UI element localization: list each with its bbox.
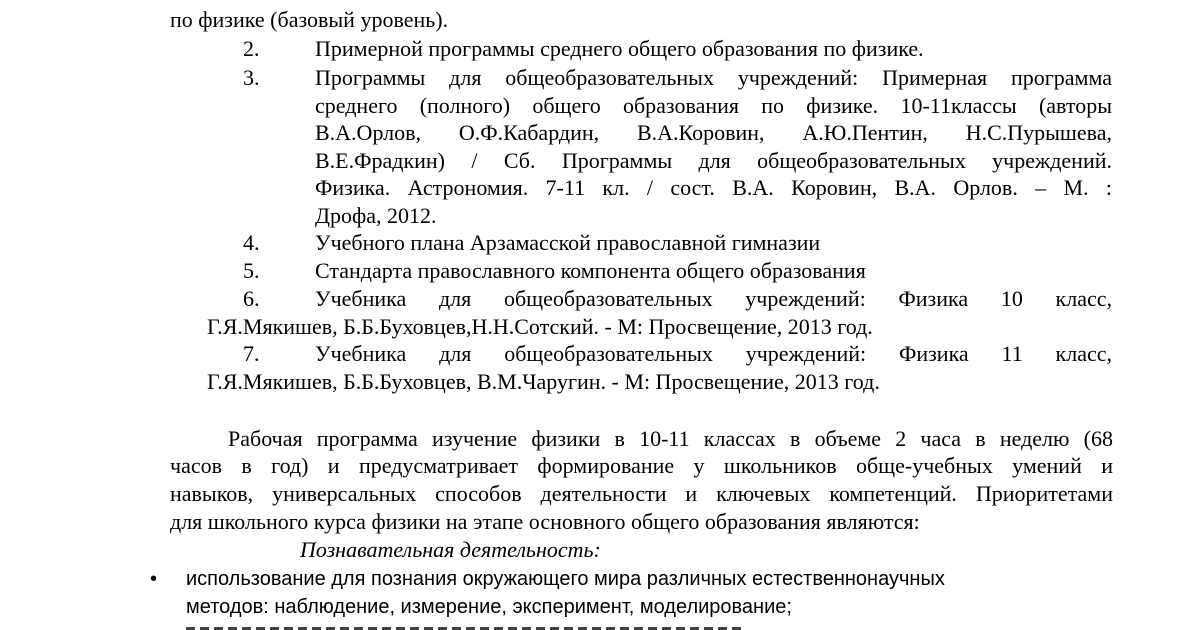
bullet-icon: • <box>150 568 158 590</box>
list-number-2: 2. <box>243 36 260 61</box>
list-number-5: 5. <box>243 258 260 283</box>
list-item-3-line-6: Дрофа, 2012. <box>315 203 437 228</box>
paragraph-line-3 <box>170 481 1113 507</box>
list-number-7: 7. <box>243 341 260 366</box>
list-number-4: 4. <box>243 230 260 255</box>
text-segment: Физика. Астрономия. 7-11 кл. / сост. В.А. Коровин, В.А. Орлов. – М. : <box>315 175 1112 200</box>
text-segment: среднего (полного) общего образования по физике. 10-11классы (авторы <box>315 93 1112 118</box>
text-segment: Программы для общеобразовательных учреждений: Примерная программа <box>315 65 1112 90</box>
text-segment: навыков, универсальных способов деятельности и ключевых компетенций. Приоритетами <box>170 481 1113 506</box>
cut-off-line <box>186 624 746 630</box>
text-segment: В.Е.Фрадкин) / Сб. Программы для общеобразовательных учреждений. <box>315 148 1112 173</box>
list-item-3-line-3 <box>315 120 1112 146</box>
text-segment: Учебника для общеобразовательных учреждений: Физика 10 класс, <box>315 286 1112 311</box>
paragraph-line-4: для школьного курса физики на этапе основного общего образования являются: <box>170 509 920 534</box>
list-item-2: Примерной программы среднего общего образования по физике. <box>315 36 924 61</box>
intro-line: по физике (базовый уровень). <box>170 7 449 32</box>
list-item-7-line-1 <box>315 341 1112 367</box>
bullet-item-line-1: использование для познания окружающего мира различных естественнонаучных <box>186 568 945 590</box>
list-item-7-line-2: Г.Я.Мякишев, Б.Б.Буховцев, В.М.Чаругин. - М: Просвещение, 2013 год. <box>207 369 880 394</box>
list-number-6: 6. <box>243 286 260 311</box>
text-segment: Учебника для общеобразовательных учреждений: Физика 11 класс, <box>315 341 1112 366</box>
list-item-6-line-1 <box>315 286 1112 312</box>
list-number-3: 3. <box>243 65 260 90</box>
list-item-3-line-2 <box>315 93 1112 119</box>
list-item-4: Учебного плана Арзамасской православной гимназии <box>315 230 821 255</box>
list-item-6-line-2: Г.Я.Мякишев, Б.Б.Буховцев,Н.Н.Сотский. - М: Просвещение, 2013 год. <box>207 314 873 339</box>
paragraph-line-2 <box>170 453 1113 479</box>
list-item-3-line-5 <box>315 175 1112 201</box>
text-segment: В.А.Орлов, О.Ф.Кабардин, В.А.Коровин, А.Ю.Пентин, Н.С.Пурышева, <box>315 120 1112 145</box>
list-item-3-line-1 <box>315 65 1112 91</box>
list-item-5: Стандарта православного компонента общего образования <box>315 258 866 283</box>
paragraph-line-1 <box>228 426 1113 452</box>
text-segment: часов в год) и предусматривает формирование у школьников обще-учебных умений и <box>170 453 1113 478</box>
bullet-item-line-2: методов: наблюдение, измерение, эксперимент, моделирование; <box>186 596 792 618</box>
text-segment: Рабочая программа изучение физики в 10-11 классах в объеме 2 часа в неделю (68 <box>228 426 1113 451</box>
list-item-3-line-4 <box>315 148 1112 174</box>
section-heading: Познавательная деятельность: <box>300 537 601 562</box>
